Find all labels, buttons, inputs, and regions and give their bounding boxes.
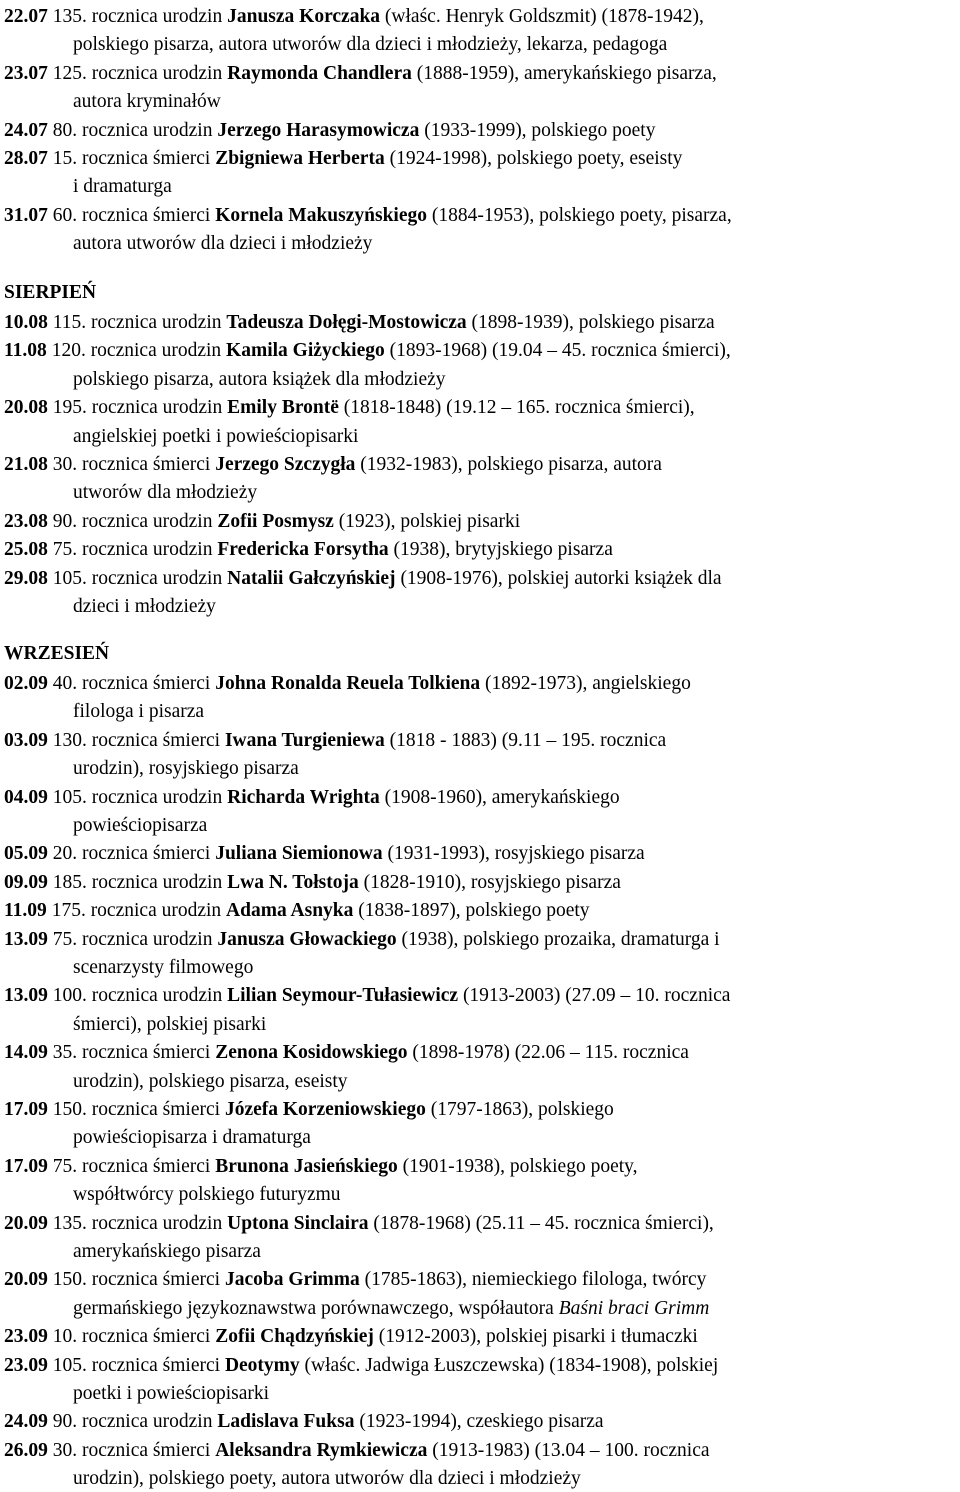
entry-text: 175. rocznica urodzin — [51, 900, 227, 922]
entry-text: urodzin), polskiego pisarza, eseisty — [73, 1070, 348, 1092]
entry-text: 15. rocznica śmierci — [52, 148, 216, 169]
entry-text: 10. rocznica śmierci — [52, 1326, 216, 1348]
person-name: Ladislava Fuksa — [217, 1411, 355, 1433]
entry-date: 13.09 — [4, 928, 53, 950]
entry-text: (1938), polskiego prozaika, dramaturga i — [396, 928, 720, 950]
entry-text: 60. rocznica śmierci — [52, 204, 216, 226]
entry-date: 29.08 — [4, 567, 53, 589]
entry-date: 11.09 — [4, 900, 52, 922]
entry-text: (1908-1960), amerykańskiego — [379, 786, 620, 808]
entry-continuation-line — [73, 1125, 311, 1151]
entry-text: powieściopisarza — [73, 814, 208, 836]
entry-first-line — [4, 841, 645, 867]
entry-text: (1878-1968) (25.11 – 45. rocznica śmierci), — [368, 1212, 714, 1234]
entry-text: (1923), polskiej pisarki — [333, 510, 521, 532]
entry-text: 105. rocznica śmierci — [52, 1354, 225, 1376]
entry-first-line — [4, 452, 662, 478]
entry-date: 22.07 — [4, 6, 53, 27]
entry-continuation-line — [73, 367, 446, 393]
person-name: Janusza Korczaka — [227, 6, 381, 27]
entry-continuation-line — [73, 1069, 348, 1095]
entry-text: polskiego pisarza, autora utworów dla dzieci i młodzieży, lekarza, pedagoga — [73, 34, 668, 56]
entry-text: (właśc. Jadwiga Łuszczewska) (1834-1908), polskiej — [299, 1354, 719, 1376]
person-name: Kamila Giżyckiego — [226, 340, 385, 362]
person-name: Brunona Jasieńskiego — [215, 1155, 398, 1177]
entry-date: 23.09 — [4, 1354, 53, 1376]
entry-first-line — [4, 537, 613, 563]
entry-text: (1818-1848) (19.12 – 165. rocznica śmierci), — [338, 397, 695, 419]
person-name: Jerzego Szczygła — [215, 454, 356, 475]
entry-text: 75. rocznica urodzin — [52, 539, 218, 561]
person-name: Janusza Głowackiego — [217, 928, 397, 950]
entry-continuation-line — [73, 1012, 266, 1038]
entry-date: 31.07 — [4, 204, 53, 226]
entry-text: amerykańskiego pisarza — [73, 1240, 261, 1262]
entry-text: (1828-1910), rosyjskiego pisarza — [358, 871, 621, 893]
person-name: Jerzego Harasymowicza — [217, 119, 420, 141]
entry-continuation-line — [73, 955, 253, 981]
entry-first-line — [4, 870, 621, 896]
entry-text: 75. rocznica śmierci — [52, 1155, 216, 1177]
entry-date: 25.08 — [4, 539, 53, 561]
entry-text: śmierci), polskiej pisarki — [73, 1013, 267, 1035]
entry-first-line — [4, 785, 620, 811]
entry-first-line — [4, 1097, 614, 1123]
entry-first-line — [4, 1324, 698, 1350]
entry-text: (1838-1897), polskiego poety — [353, 900, 590, 922]
entry-continuation-line — [73, 1239, 261, 1265]
entry-date: 24.07 — [4, 119, 53, 141]
entry-text: urodzin), polskiego poety, autora utworów dla dzieci i młodzieży — [73, 1468, 581, 1490]
entry-continuation-line — [73, 1381, 269, 1407]
entry-date: 24.09 — [4, 1411, 53, 1433]
entry-first-line — [4, 1267, 706, 1293]
entry-date: 05.09 — [4, 843, 53, 865]
entry-text: 30. rocznica śmierci — [52, 1439, 216, 1461]
entry-text: (1908-1976), polskiej autorki książek dla — [395, 567, 722, 589]
person-name: Zenona Kosidowskiego — [215, 1042, 408, 1064]
person-name: Zofii Chądzyńskiej — [215, 1326, 374, 1348]
entry-continuation-line — [73, 594, 216, 620]
entry-text: autora utworów dla dzieci i młodzieży — [73, 233, 373, 255]
entry-text: 195. rocznica urodzin — [52, 397, 228, 419]
entry-first-line — [4, 1353, 718, 1379]
entry-text: (1785-1863), niemieckiego filologa, twórcy — [359, 1269, 707, 1291]
entry-text: (1933-1999), polskiego poety — [419, 119, 656, 141]
entry-continuation-line — [73, 480, 257, 506]
entry-text: (1893-1968) (19.04 – 45. rocznica śmierci), — [384, 340, 731, 362]
person-name: Lilian Seymour-Tułasiewicz — [227, 985, 459, 1007]
entry-date: 20.08 — [4, 397, 53, 419]
person-name: Zbigniewa Herberta — [215, 148, 385, 169]
entry-date: 04.09 — [4, 786, 53, 808]
entry-first-line — [4, 1211, 714, 1237]
entry-first-line — [4, 146, 682, 172]
entry-text: (właśc. Henryk Goldszmit) (1878-1942), — [380, 6, 704, 27]
entry-text: utworów dla młodzieży — [73, 482, 258, 504]
entry-text: 100. rocznica urodzin — [52, 985, 228, 1007]
entry-text: 150. rocznica śmierci — [52, 1269, 225, 1291]
entry-continuation-line — [73, 1466, 581, 1492]
entry-text: powieściopisarza i dramaturga — [73, 1127, 311, 1149]
entry-date: 17.09 — [4, 1099, 53, 1120]
entry-continuation-line — [73, 813, 207, 839]
entry-first-line — [4, 61, 717, 87]
person-name: Zofii Posmysz — [217, 510, 334, 532]
person-name: Tadeusza Dołęgi-Mostowicza — [226, 312, 467, 333]
entry-date: 23.07 — [4, 62, 53, 84]
section-heading-september: WRZESIEŃ — [4, 643, 110, 664]
entry-date: 17.09 — [4, 1155, 53, 1177]
entry-date: 23.09 — [4, 1326, 53, 1348]
entry-first-line — [4, 310, 715, 336]
entry-date: 02.09 — [4, 673, 53, 694]
entry-text: urodzin), rosyjskiego pisarza — [73, 758, 299, 780]
entry-date: 14.09 — [4, 1042, 53, 1064]
entry-text: 135. rocznica urodzin — [52, 6, 228, 27]
entry-continuation-line — [73, 32, 667, 58]
entry-date: 11.08 — [4, 340, 52, 362]
entry-text: 185. rocznica urodzin — [52, 871, 228, 893]
entry-text: 115. rocznica urodzin — [52, 312, 227, 333]
entry-date: 09.09 — [4, 871, 53, 893]
entry-first-line — [4, 509, 520, 535]
entry-text: (1898-1939), polskiego pisarza — [466, 312, 715, 333]
entry-text: 90. rocznica urodzin — [52, 510, 218, 532]
person-name: Aleksandra Rymkiewicza — [215, 1439, 428, 1461]
entry-text: (1898-1978) (22.06 – 115. rocznica — [407, 1042, 689, 1064]
entry-date: 28.07 — [4, 148, 53, 169]
entry-date: 03.09 — [4, 729, 53, 751]
entry-continuation-line — [73, 699, 204, 725]
entry-text: i dramaturga — [73, 176, 172, 198]
entry-date: 26.09 — [4, 1439, 53, 1461]
person-name: Uptona Sinclaira — [227, 1212, 369, 1234]
entry-text: (1912-2003), polskiej pisarki i tłumaczki — [373, 1326, 698, 1348]
entry-text: 35. rocznica śmierci — [52, 1042, 216, 1064]
entry-date: 20.09 — [4, 1269, 53, 1291]
entry-text: 75. rocznica urodzin — [52, 928, 218, 950]
entry-text: 30. rocznica śmierci — [52, 454, 216, 475]
entry-text: 135. rocznica urodzin — [52, 1212, 228, 1234]
entry-text: 20. rocznica śmierci — [52, 843, 216, 865]
person-name: Iwana Turgieniewa — [224, 729, 385, 751]
entry-text: (1938), brytyjskiego pisarza — [388, 539, 613, 561]
entry-text: dzieci i młodzieży — [73, 595, 216, 617]
entry-text: 105. rocznica urodzin — [52, 786, 228, 808]
entry-text: germańskiego językoznawstwa porównawczego, współautora — [73, 1297, 559, 1319]
entry-text: 90. rocznica urodzin — [52, 1411, 218, 1433]
entry-first-line — [4, 203, 732, 229]
entry-continuation-line — [73, 231, 372, 257]
entry-first-line — [4, 338, 731, 364]
entry-text: 150. rocznica śmierci — [52, 1099, 225, 1120]
entry-first-line — [4, 1154, 638, 1180]
entry-text: 105. rocznica urodzin — [52, 567, 228, 589]
entry-text: scenarzysty filmowego — [73, 956, 254, 978]
person-name: Raymonda Chandlera — [227, 62, 412, 84]
entry-text: (1913-2003) (27.09 – 10. rocznica — [458, 985, 731, 1007]
entry-text: (1923-1994), czeskiego pisarza — [354, 1411, 604, 1433]
entry-text: (1892-1973), angielskiego — [480, 673, 691, 694]
person-name: Lwa N. Tołstoja — [227, 871, 359, 893]
entry-text: polskiego pisarza, autora książek dla młodzieży — [73, 368, 446, 390]
entry-continuation-line — [73, 1296, 709, 1322]
entry-text: (1932-1983), polskiego pisarza, autora — [355, 454, 662, 475]
entry-continuation-line — [73, 424, 358, 450]
entry-first-line — [4, 566, 722, 592]
person-name: Fredericka Forsytha — [217, 539, 389, 561]
entry-first-line — [4, 1438, 710, 1464]
person-name: Adama Asnyka — [226, 900, 354, 922]
entry-first-line — [4, 4, 704, 30]
entry-text: (1884-1953), polskiego poety, pisarza, — [427, 204, 732, 226]
person-name: Juliana Siemionowa — [215, 843, 383, 865]
book-title: Baśni braci Grimm — [558, 1297, 710, 1319]
entry-text: (1888-1959), amerykańskiego pisarza, — [411, 62, 717, 84]
entry-continuation-line — [73, 1182, 341, 1208]
entry-text: 40. rocznica śmierci — [52, 673, 216, 694]
entry-text: angielskiej poetki i powieściopisarki — [73, 425, 359, 447]
entry-first-line — [4, 1409, 604, 1435]
entry-first-line — [4, 927, 720, 953]
entry-text: (1913-1983) (13.04 – 100. rocznica — [427, 1439, 710, 1461]
entry-continuation-line — [73, 174, 172, 200]
entry-text: filologa i pisarza — [73, 701, 205, 723]
entry-date: 23.08 — [4, 510, 53, 532]
entry-text: (1797-1863), polskiego — [425, 1099, 614, 1120]
person-name: Natalii Gałczyńskiej — [227, 567, 396, 589]
entry-continuation-line — [73, 89, 221, 115]
entry-text: (1901-1938), polskiego poety, — [397, 1155, 638, 1177]
entry-text: (1924-1998), polskiego poety, eseisty — [384, 148, 683, 169]
person-name: Józefa Korzeniowskiego — [224, 1099, 426, 1120]
person-name: Johna Ronalda Reuela Tolkiena — [215, 673, 481, 694]
entry-first-line — [4, 728, 666, 754]
entry-text: autora kryminałów — [73, 91, 221, 113]
entry-date: 13.09 — [4, 985, 53, 1007]
entry-date: 20.09 — [4, 1212, 53, 1234]
entry-text: współtwórcy polskiego futuryzmu — [73, 1184, 341, 1206]
entry-text: (1818 - 1883) (9.11 – 195. rocznica — [384, 729, 667, 751]
entry-text: 120. rocznica urodzin — [51, 340, 227, 362]
entry-first-line — [4, 395, 695, 421]
entry-first-line — [4, 118, 655, 144]
entry-first-line — [4, 671, 691, 697]
entry-text: 80. rocznica urodzin — [52, 119, 218, 141]
entry-text: (1931-1993), rosyjskiego pisarza — [382, 843, 645, 865]
entry-continuation-line — [73, 756, 299, 782]
entry-text: poetki i powieściopisarki — [73, 1382, 270, 1404]
person-name: Kornela Makuszyńskiego — [215, 204, 427, 226]
entry-date: 10.08 — [4, 312, 53, 333]
entry-text: 130. rocznica śmierci — [52, 729, 225, 751]
section-heading-august: SIERPIEŃ — [4, 282, 97, 303]
person-name: Jacoba Grimma — [224, 1269, 360, 1291]
entry-text: 125. rocznica urodzin — [52, 62, 228, 84]
entry-date: 21.08 — [4, 454, 53, 475]
entry-first-line — [4, 1040, 689, 1066]
entry-first-line — [4, 898, 590, 924]
person-name: Emily Brontë — [227, 397, 339, 419]
person-name: Deotymy — [224, 1354, 300, 1376]
person-name: Richarda Wrighta — [227, 786, 380, 808]
entry-first-line — [4, 983, 730, 1009]
